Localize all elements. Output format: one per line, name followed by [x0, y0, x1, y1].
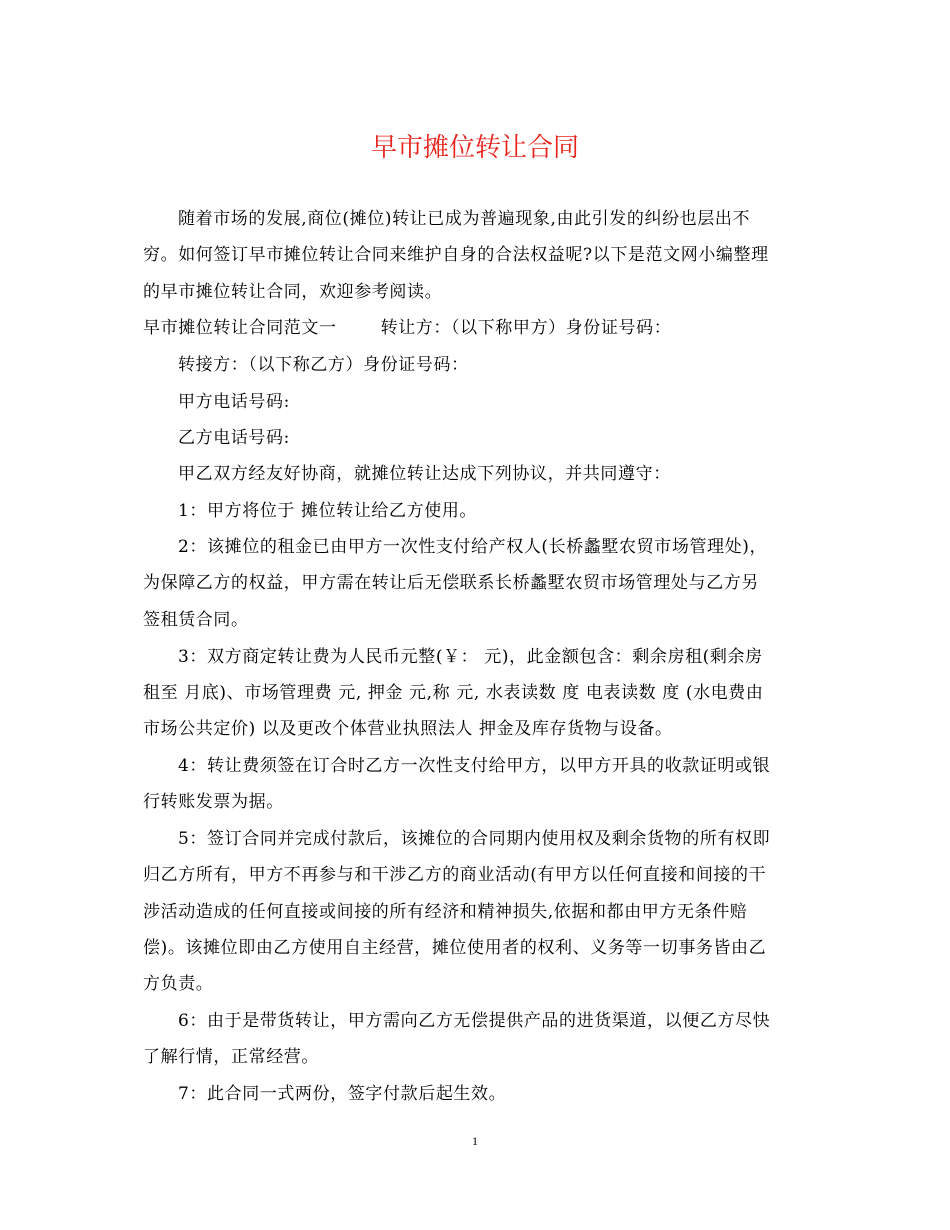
sample-heading: 早市摊位转让合同范文一 [143, 318, 337, 338]
party-a-phone: 甲方电话号码: [178, 392, 290, 412]
document-title: 早市摊位转让合同 [370, 133, 579, 163]
transferor-line: 转让方：（以下称甲方）身份证号码： [380, 318, 672, 338]
party-b-phone: 乙方电话号码: [178, 428, 290, 448]
clause-3-line: 3：双方商定转让费为人民币元整(￥： 元)，此金额包含：剩余房租(剩余房 [178, 647, 763, 667]
clause-5-line: 方负责。 [143, 974, 214, 994]
transferee-line: 转接方：（以下称乙方）身份证号码： [178, 355, 469, 375]
clause-6-line: 6：由于是带货转让，甲方需向乙方无偿提供产品的进货渠道，以便乙方尽快 [178, 1011, 771, 1031]
clause-4-line: 行转账发票为据。 [143, 792, 284, 812]
clause-5-line: 涉活动造成的任何直接或间接的所有经济和精神损失,依据和都由甲方无条件赔 [143, 902, 748, 922]
page-number: 1 [472, 1134, 478, 1148]
clause-5-line: 偿)。该摊位即由乙方使用自主经营，摊位使用者的权利、义务等一切事务皆由乙 [143, 938, 767, 958]
clause-3-line: 租至 月底)、市场管理费 元, 押金 元,称 元, 水表读数 度 电表读数 度 (水电费由 [143, 683, 764, 703]
clause-7: 7：此合同一式两份，签字付款后起生效。 [178, 1084, 507, 1104]
clause-5-line: 归乙方所有，甲方不再参与和干涉乙方的商业活动(有甲方以任何直接和间接的干 [143, 865, 767, 885]
clause-6-line: 了解行情，正常经营。 [143, 1047, 319, 1067]
clause-2-line: 签租赁合同。 [143, 610, 249, 630]
clause-5-line: 5：签订合同并完成付款后，该摊位的合同期内使用权及剩余货物的所有权即 [178, 829, 771, 849]
paragraph-line: 穷。如何签订早市摊位转让合同来维护自身的合法权益呢?以下是范文网小编整理 [143, 245, 769, 265]
paragraph-line: 的早市摊位转让合同，欢迎参考阅读。 [143, 282, 443, 302]
clause-2-line: 2：该摊位的租金已由甲方一次性支付给产权人(长桥蠡墅农贸市场管理处)， [178, 537, 768, 557]
paragraph-line: 随着市场的发展,商位(摊位)转让已成为普遍现象,由此引发的纠纷也层出不 [178, 209, 751, 229]
agreement-intro: 甲乙双方经友好协商，就摊位转让达成下列协议，并共同遵守： [178, 464, 671, 484]
contract-header-line [143, 313, 671, 343]
clause-3-line: 市场公共定价) 以及更改个体营业执照法人 押金及库存货物与设备。 [143, 719, 673, 739]
clause-4-line: 4：转让费须签在订合时乙方一次性支付给甲方，以甲方开具的收款证明或银 [178, 756, 771, 776]
clause-2-line: 为保障乙方的权益，甲方需在转让后无偿联系长桥蠡墅农贸市场管理处与乙方另 [143, 573, 759, 593]
clause-1: 1：甲方将位于 摊位转让给乙方使用。 [178, 501, 478, 521]
